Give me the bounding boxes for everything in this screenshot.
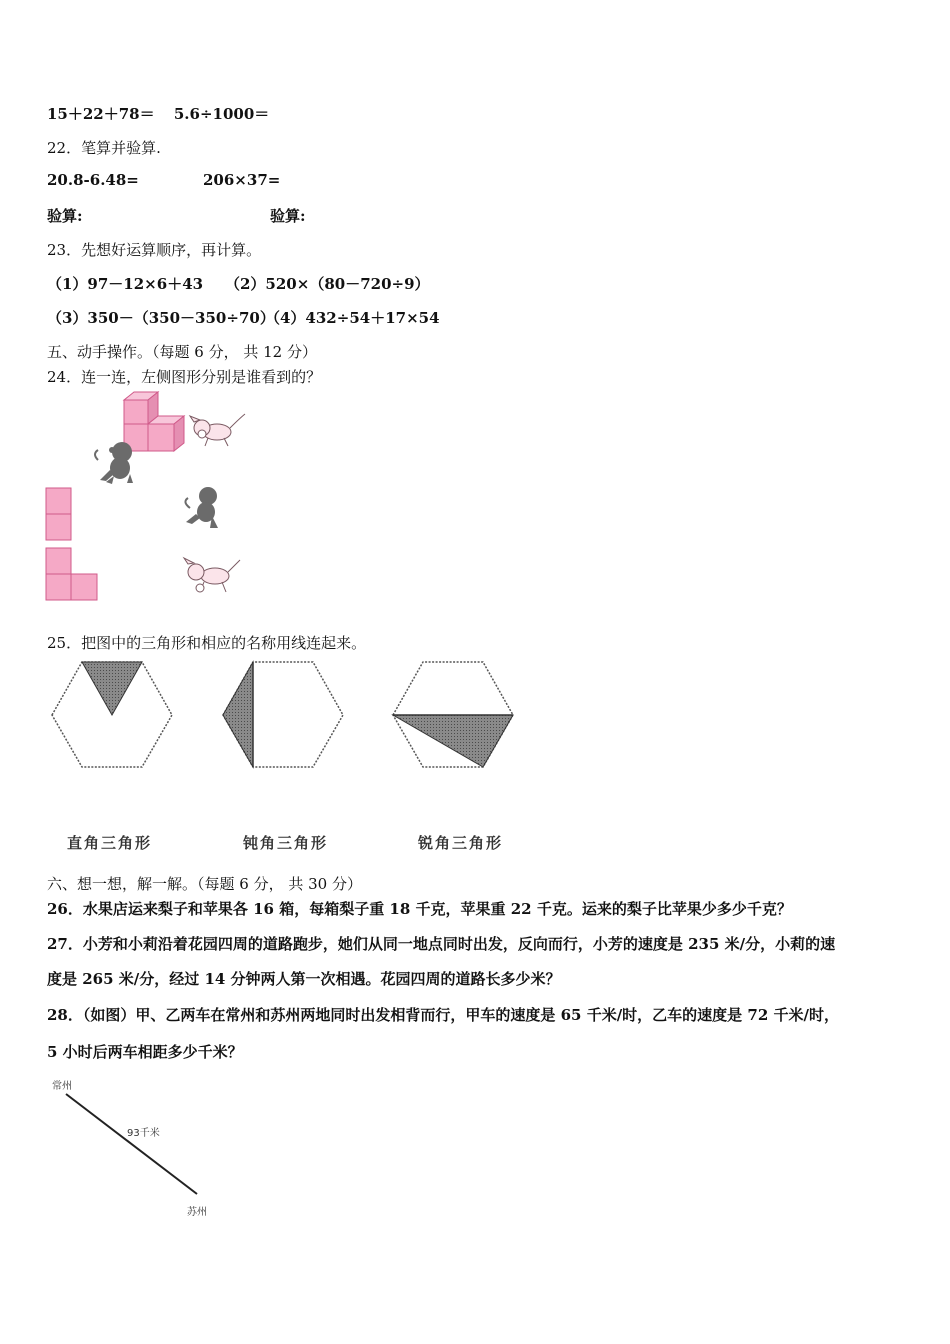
q23-item-4: （4）432÷54＋17×54 <box>265 309 440 327</box>
city-label-suzhou: 苏州 <box>187 1207 207 1218</box>
dog-icon-bottom <box>184 558 240 592</box>
shape-two-stack <box>46 488 71 540</box>
q27-text-line-1: 27．小芳和小莉沿着花园四周的道路跑步，她们从同一地点同时出发，反向而行，小芳的速度是 235 米/分，小莉的速 <box>47 935 836 953</box>
city-label-changzhou: 常州 <box>52 1081 72 1092</box>
triangle-label-acute: 锐角三角形 <box>418 834 504 852</box>
route-line <box>60 1090 210 1200</box>
section-5-title: 五、动手操作。（每题 6 分， 共 12 分） <box>47 343 317 361</box>
section-6-title: 六、想一想，解一解。（每题 6 分， 共 30 分） <box>47 875 362 893</box>
q28-text-line-2: 5 小时后两车相距多少千米？ <box>47 1043 243 1061</box>
q25-hexagons <box>40 655 530 780</box>
check-label-2: 验算: <box>270 207 306 225</box>
hexagon-1 <box>52 662 172 767</box>
triangle-label-right: 直角三角形 <box>67 834 153 852</box>
q22-expr-a: 20.8-6.48= <box>47 171 139 189</box>
q23-title: 23．先想好运算顺序，再计算。 <box>47 241 262 259</box>
q22-expr-b: 206×37= <box>203 171 281 189</box>
dog-icon-top <box>190 414 245 446</box>
check-label-1: 验算: <box>47 207 83 225</box>
q23-item-2: （2）520×（80－720÷9） <box>225 275 430 293</box>
shape-l-shape <box>46 548 97 600</box>
triangle-label-obtuse: 钝角三角形 <box>243 834 329 852</box>
calc-1a: 15＋22＋78＝ <box>47 105 155 123</box>
monkey-icon-top <box>95 442 133 484</box>
q22-title: 22．笔算并验算. <box>47 139 161 157</box>
q24-title: 24．连一连，左侧图形分别是谁看到的？ <box>47 368 322 386</box>
hexagon-2 <box>223 662 343 767</box>
q28-text-line-1: 28．（如图）甲、乙两车在常州和苏州两地同时出发相背而行，甲车的速度是 65 千米/时，乙车的速度是 72 千米/时， <box>47 1006 839 1024</box>
hexagon-3 <box>393 662 513 767</box>
cube-stack <box>124 392 184 451</box>
calc-1b: 5.6÷1000＝ <box>173 105 270 123</box>
q23-item-1: （1）97－12×6＋43 <box>47 275 204 293</box>
q27-text-line-2: 度是 265 米/分，经过 14 分钟两人第一次相遇。花园四周的道路长多少米？ <box>47 970 561 988</box>
q25-title: 25．把图中的三角形和相应的名称用线连起来。 <box>47 634 367 652</box>
calc-line-1 <box>47 103 269 124</box>
q26-text: 26．水果店运来梨子和苹果各 16 箱，每箱梨子重 18 千克，苹果重 22 千克。运来的梨子比苹果少多少千克？ <box>47 900 792 918</box>
q23-item-3: （3）350－（350－350÷70） <box>47 309 275 327</box>
q24-figure <box>40 388 280 613</box>
distance-label: 93千米 <box>127 1128 160 1139</box>
monkey-icon-middle <box>185 487 218 528</box>
